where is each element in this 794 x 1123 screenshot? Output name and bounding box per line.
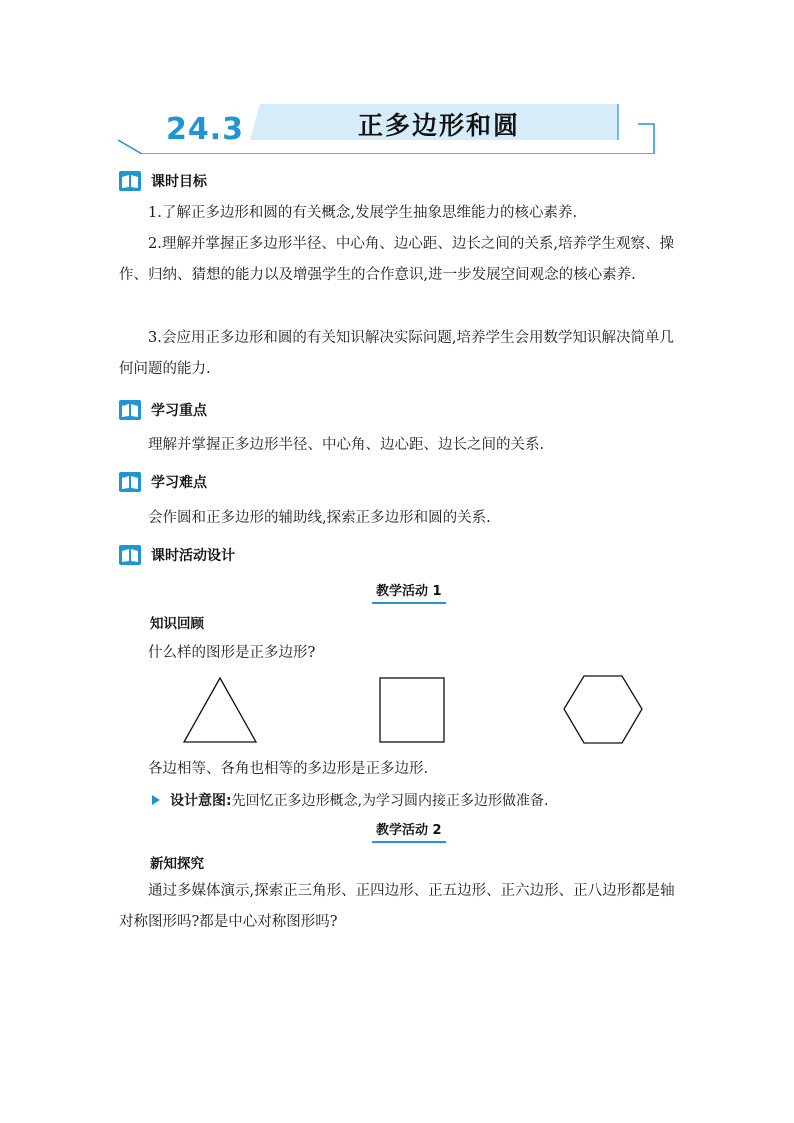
activity-1-subhead: 知识回顾 [150,616,204,632]
design-intent-text: 先回忆正多边形概念,为学习圆内接正多边形做准备. [231,793,549,809]
activity-1-question: 什么样的图形是正多边形? [148,645,316,661]
triangle-right-icon [152,795,160,805]
book-icon [119,400,141,420]
book-icon [119,545,141,565]
goals-heading: 课时目标 [119,170,207,192]
book-icon [119,472,141,492]
difficulties-heading: 学习难点 [119,471,207,493]
design-intent [152,790,549,810]
activity-2-title: 教学活动 2 [372,819,446,841]
regular-polygons-figure [0,672,794,752]
activity-design-heading: 课时活动设计 [119,544,235,566]
design-intent-label: 设计意图: [170,793,232,809]
triangle-shape [184,678,256,742]
activity-2-text: 通过多媒体演示,探索正三角形、正四边形、正五边形、正六边形、正八边形都是轴对称图形吗?都是中心对称图形吗? [119,883,675,930]
activity-2-subhead: 新知探究 [150,856,204,872]
goal-item-3: 3.会应用正多边形和圆的有关知识解决实际问题,培养学生会用数学知识解决简单几何问题的能力. [119,330,674,377]
hexagon-shape [564,676,642,743]
section-header [118,102,658,154]
goal-item-1: 1.了解正多边形和圆的有关概念,发展学生抽象思维能力的核心素养. [148,205,578,221]
activity-1-title: 教学活动 1 [372,580,446,602]
section-number: 24.3 [166,112,245,147]
difficulties-text: 会作圆和正多边形的辅助线,探索正多边形和圆的关系. [148,510,491,526]
square-shape [380,678,444,742]
goal-item-2: 2.理解并掌握正多边形半径、中心角、边心距、边长之间的关系,培养学生观察、操作、归纳、猜想的能力以及增强学生的合作意识,进一步发展空间观念的核心素养. [119,236,674,283]
key-points-heading: 学习重点 [119,399,207,421]
activity-1-answer: 各边相等、各角也相等的多边形是正多边形. [148,761,429,777]
page-title: 正多边形和圆 [358,111,521,140]
key-points-text: 理解并掌握正多边形半径、中心角、边心距、边长之间的关系. [148,437,545,453]
book-icon [119,171,141,191]
